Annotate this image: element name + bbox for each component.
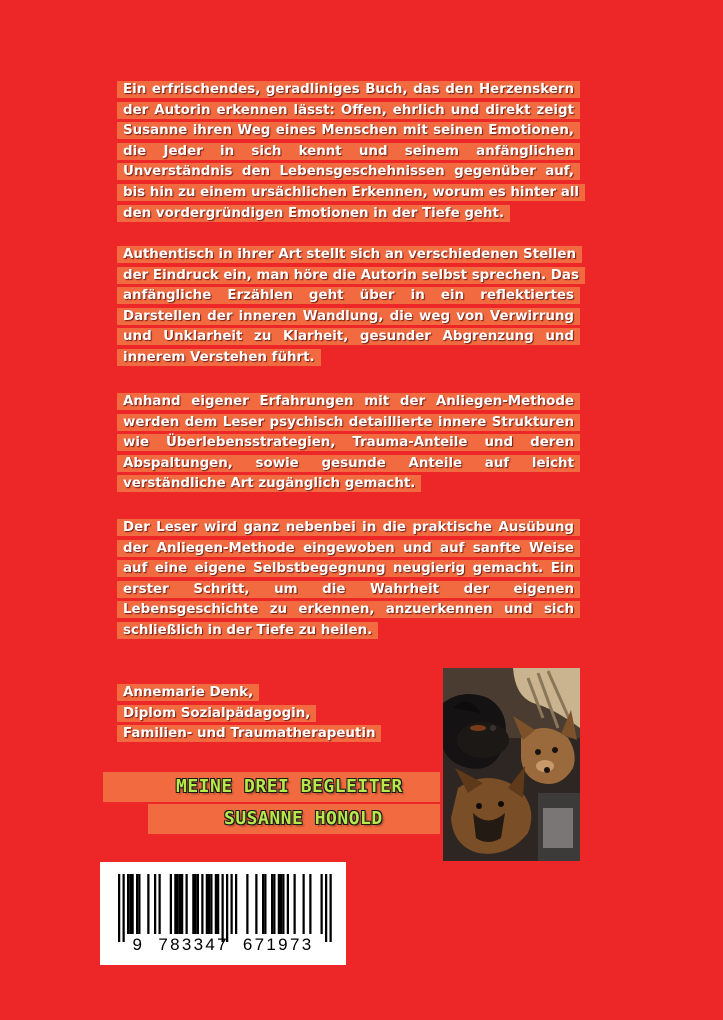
- barcode-bar: [123, 874, 125, 942]
- barcode-bar: [197, 874, 199, 934]
- barcode-bar: [235, 874, 237, 934]
- book-author: SUSANNE HONOLD: [224, 808, 383, 829]
- barcode-bar: [325, 874, 327, 942]
- barcode-bar: [210, 874, 212, 934]
- reviewer-name: Annemarie Denk,: [117, 684, 259, 701]
- barcode-bar: [215, 874, 217, 934]
- barcode-bar: [206, 874, 208, 934]
- barcode-bar: [138, 874, 140, 934]
- barcode-bar: [222, 874, 224, 942]
- book-title: MEINE DREI BEGLEITER: [176, 776, 403, 797]
- review-paragraph-2: [117, 245, 580, 369]
- barcode-bar: [192, 874, 194, 934]
- reviewer-signature: [117, 683, 381, 745]
- barcode-bar: [255, 874, 257, 934]
- barcode-bar: [226, 874, 228, 942]
- barcode-bar: [154, 874, 156, 934]
- barcode-bar: [262, 874, 264, 934]
- review-paragraph-1: [117, 80, 580, 224]
- barcode-bar: [246, 874, 248, 934]
- reviewer-profession: Familien- und Traumatherapeutin: [117, 725, 381, 742]
- barcode-bar: [303, 874, 305, 934]
- reviewer-title: Diplom Sozialpädagogin,: [117, 705, 316, 722]
- barcode-bar: [208, 874, 210, 934]
- barcode-bar: [186, 874, 188, 934]
- barcode-bar: [278, 874, 280, 934]
- barcode-bar: [231, 874, 233, 934]
- barcode-bar: [127, 874, 129, 934]
- barcode-bar: [147, 874, 149, 934]
- barcode-bar: [217, 874, 219, 934]
- barcode-bar: [273, 874, 275, 934]
- dogs-photo: [443, 668, 580, 861]
- barcode-bar: [271, 874, 273, 934]
- isbn-group-right: 671973: [242, 935, 314, 954]
- isbn-barcode: [100, 862, 346, 965]
- barcode-bar: [181, 874, 183, 934]
- barcode-bar: [174, 874, 176, 934]
- barcode-bar: [118, 874, 120, 942]
- barcode-bar: [321, 874, 323, 934]
- barcode-bar: [195, 874, 197, 934]
- isbn-digits: [100, 935, 346, 955]
- review-paragraph-2-text: Authentisch in ihrer Art stellt sich an verschiedenen Stellen der Eindruck ein, man höre die Autorin selbst sprechen. Das anfängliche Erzählen geht über in ein reflektiertes Darstellen der inneren Wandlung, die weg von Verwirrung und Unklarheit zu Klarheit, gesunder Abgrenzung und innerem Verstehen führt.: [117, 246, 585, 366]
- barcode-bar: [177, 874, 179, 934]
- review-paragraph-4: [117, 518, 580, 642]
- barcode-bar: [309, 874, 311, 934]
- isbn-first-digit: 9: [132, 935, 145, 954]
- review-paragraph-1-text: Ein erfrischendes, geradliniges Buch, das den Herzenskern der Autorin erkennen lässt: Offen, ehrlich und direkt zeigt Susanne ihren Weg eines Menschen mit seinen Emotionen, die Jeder in sich kennt und seinem anfänglichen Unverständnis den Lebensgeschehnissen gegenüber auf, bis hin zu einem ursächlichen Erkennen, worum es hinter all den vordergründigen Emotionen in der Tiefe geht.: [117, 81, 585, 222]
- barcode-bar: [280, 874, 282, 934]
- review-paragraph-4-text: Der Leser wird ganz nebenbei in die praktische Ausübung der Anliegen-Methode eingewoben und auf sanfte Weise auf eine eigene Selbstbegegnung neugierig gemacht. Ein erster Schritt, um die Wahrheit der eigenen Lebensgeschichte zu erkennen, anzuerkennen und sich schließlich in der Tiefe zu heilen.: [117, 519, 580, 639]
- barcode-bar: [201, 874, 203, 934]
- barcode-bar: [264, 874, 266, 934]
- barcode-bar: [129, 874, 131, 934]
- barcode-bar: [132, 874, 134, 934]
- barcode-bar: [294, 874, 296, 934]
- barcode-bar: [179, 874, 181, 934]
- barcode-bar: [136, 874, 138, 934]
- barcode-bar: [287, 874, 289, 934]
- barcode-bar: [330, 874, 332, 942]
- isbn-group-left: 783347: [158, 935, 229, 954]
- barcode-bar: [170, 874, 172, 934]
- barcode-bar: [282, 874, 284, 934]
- barcode-bar: [159, 874, 161, 934]
- review-paragraph-3-text: Anhand eigener Erfahrungen mit der Anliegen-Methode werden dem Leser psychisch detaillierte innere Strukturen wie Überlebensstrategien, Trauma-Anteile und deren Abspaltungen, sowie gesunde Anteile auf leicht verständliche Art zugänglich gemacht.: [117, 393, 580, 492]
- review-paragraph-3: [117, 392, 580, 495]
